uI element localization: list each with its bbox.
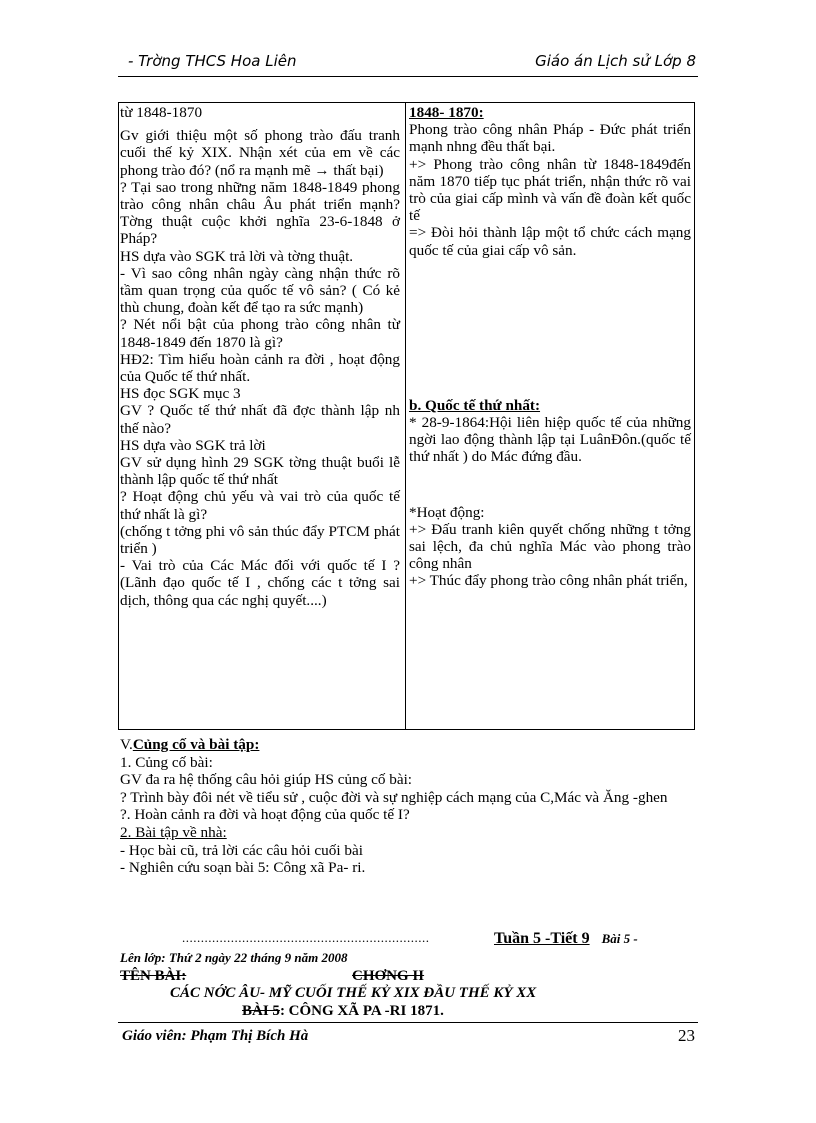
chapter-label: CHƠNG II bbox=[352, 968, 425, 984]
header-rule bbox=[118, 76, 698, 77]
section-line: GV đa ra hệ thống câu hỏi giúp HS củng cố bài: bbox=[120, 771, 413, 789]
lesson-title: BÀI 5: CÔNG XÃ PA -RI 1871. bbox=[242, 1003, 444, 1019]
heading-first-international: b. Quốc tế thứ nhất: bbox=[409, 396, 541, 414]
left-line: HĐ2: Tìm hiểu hoàn cảnh ra đời , hoạt động của Quốc tế thứ nhất. bbox=[120, 350, 400, 386]
section-line: 2. Bài tập về nhà: bbox=[120, 823, 227, 841]
right-line: +> Thúc đẩy phong trào công nhân phát triển, bbox=[409, 572, 688, 590]
left-line: ? Tại sao trong những năm 1848-1849 phong trào công nhân châu Âu phát triển mạnh? Tờng thuật cuộc khởi nghĩa 23-6-1848 ở Pháp? bbox=[120, 178, 400, 248]
section-heading: V.Củng cố và bài tập: bbox=[120, 736, 260, 753]
right-line: *Hoạt động: bbox=[409, 503, 485, 521]
section-line: ?. Hoàn cảnh ra đời và hoạt động của quốc tế I? bbox=[120, 806, 410, 824]
left-line: HS dựa vào SGK trả lời bbox=[120, 436, 266, 454]
section-line: 1. Củng cố bài: bbox=[120, 753, 213, 771]
left-line: ? Nét nổi bật của phong trào công nhân từ 1848-1849 đến 1870 là gì? bbox=[120, 316, 400, 351]
dotted-separator: .................................................................. bbox=[182, 930, 430, 945]
footer-rule bbox=[118, 1022, 698, 1023]
left-line: Gv giới thiệu một số phong trào đấu tranh cuối thế kỷ XIX. Nhận xét của em về các phong trào đó? (nổ ra mạnh mẽ → thất bại) bbox=[120, 127, 400, 179]
right-line: * 28-9-1864:Hội liên hiệp quốc tế của những ngời lao động thành lập tại LuânĐôn.(quốc tế thứ nhất ) do Mác đứng đầu. bbox=[409, 414, 691, 466]
right-line: => Đòi hỏi thành lập một tổ chức cách mạng quốc tế của giai cấp vô sản. bbox=[409, 224, 691, 259]
heading-1848-1870: 1848- 1870: bbox=[409, 104, 484, 121]
section-line: ? Trình bày đôi nét về tiểu sử , cuộc đời và sự nghiệp cách mạng của C,Mác và Ăng -ghen bbox=[120, 788, 668, 806]
left-line: GV sử dụng hình 29 SGK tờng thuật buổi lễ thành lập quốc tế thứ nhất bbox=[120, 454, 400, 489]
page-number: 23 bbox=[678, 1026, 695, 1045]
review-section bbox=[120, 736, 700, 877]
table-divider bbox=[405, 102, 406, 730]
left-line: HS dựa vào SGK trả lời và tờng thuật. bbox=[120, 247, 354, 265]
left-line: - Vai trò của Các Mác đối với quốc tế I ? (Lãnh đạo quốc tế I , chống các t tởng sai dịch, thông qua các nghị quyết....) bbox=[120, 557, 400, 609]
lesson-title-label: TÊN BÀI: bbox=[120, 968, 187, 984]
left-line: (chống t tởng phi vô sản thúc đẩy PTCM phát triển ) bbox=[120, 522, 400, 558]
right-line: Phong trào công nhân Pháp - Đức phát triển mạnh nhng đều thất bại. bbox=[409, 121, 691, 156]
section-line: - Học bài cũ, trả lời các câu hỏi cuối bài bbox=[120, 841, 363, 859]
section-line: - Nghiên cứu soạn bài 5: Công xã Pa- ri. bbox=[120, 859, 366, 877]
right-line: +> Đấu tranh kiên quyết chống những t tởng sai lệch, đa chủ nghĩa Mác vào phong trào công nhân bbox=[409, 520, 691, 573]
table-left-column bbox=[120, 104, 400, 609]
class-date: Lên lớp: Thứ 2 ngày 22 tháng 9 năm 2008 bbox=[120, 950, 348, 965]
left-line: GV ? Quốc tế thứ nhất đã đợc thành lập nh thế nào? bbox=[120, 402, 400, 437]
right-line: +> Phong trào công nhân từ 1848-1849đến năm 1870 tiếp tục phát triển, nhận thức rõ vai trò của giai cấp mình và vấn đề đoàn kết quốc tế bbox=[409, 155, 691, 225]
left-line: - Vì sao công nhân ngày càng nhận thức rõ tầm quan trọng của quốc tế vô sản? ( Có kẻ thù chung, đoàn kết để tạo ra sức mạnh) bbox=[120, 264, 400, 317]
left-line: ? Hoạt động chủ yếu và vai trò của quốc tế thứ nhất là gì? bbox=[120, 488, 400, 523]
chapter-title: CÁC NỚC ÂU- MỸ CUỐI THẾ KỶ XIX ĐẦU THẾ KỶ XX bbox=[170, 985, 537, 1001]
teacher-name: Giáo viên: Phạm Thị Bích Hà bbox=[122, 1028, 309, 1044]
left-line: HS đọc SGK mục 3 bbox=[120, 385, 241, 403]
table-right-column bbox=[409, 104, 691, 590]
lesson-number: Bài 5 - bbox=[601, 931, 638, 946]
left-line: từ 1848-1870 bbox=[120, 104, 203, 121]
header-school: - Trờng THCS Hoa Liên bbox=[128, 52, 297, 70]
week-period: Tuần 5 -Tiết 9 Bài 5 - bbox=[494, 930, 638, 947]
header-subject: Giáo án Lịch sử Lớp 8 bbox=[535, 52, 696, 70]
